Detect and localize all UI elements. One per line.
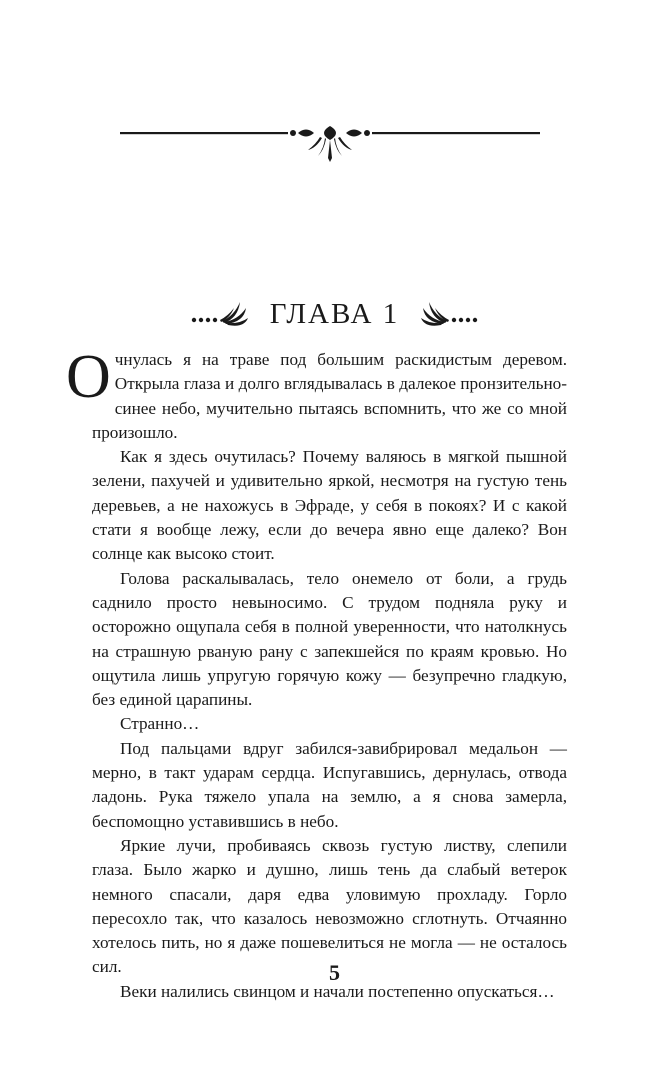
chapter-text [66,343,567,1004]
chapter-heading [0,290,669,338]
right-flourish-icon [419,294,479,334]
paragraph: Под пальцами вдруг забился-завибрировал медальон — мерно, в такт ударам сердца. Испугавшись, дернулась, отвода ладонь. Рука тяжело упала на землю, а я снова замерла, беспомощно уставившись в небо. [92,738,567,831]
paragraph: Странно… [120,714,200,734]
paragraph: Как я здесь очутилась? Почему валяюсь в мягкой пышной зелени, пахучей и удивительно яркой, несмотря на густую тень деревьев, а не нахожусь в Эфраде, у себя в покоях? И с какой стати я вообще лежу, если до вечера явно еще далеко? Вон солнце как высоко стоит. [92,447,567,564]
chapter-title: ГЛАВА 1 [269,298,400,330]
paragraph: Голова раскалывалась, тело онемело от боли, а грудь саднило просто невыносимо. С трудом подняла руку и осторожно ощупала себя в полной уверенности, что натолкнусь на страшную рваную рану с запекшейся по краям кровью. Но ощутила лишь упругую горячую кожу — безупречно гладкую, без единой царапины. [92,568,567,710]
paragraph: Веки налились свинцом и начали постепенно опускаться… [120,981,555,1001]
paragraph: Яркие лучи, пробиваясь сквозь густую листву, слепили глаза. Было жарко и душно, лишь тень да слабый ветерок немного спасали, даря едва уловимую прохладу. Горло пересохло так, что казалось невозможно сглотнуть. Отчаянно хотелось пить, но я даже пошевелиться не могла — не осталось сил. [92,835,567,977]
top-ornament [120,108,540,168]
paragraph-text: чнулась я на траве под большим раскидистым деревом. Открыла глаза и долго вглядывалась в далекое пронзительно-синее небо, мучительно пытаясь вспомнить, что же со мной произошло. [92,350,567,442]
page-number: 5 [329,960,340,985]
left-flourish-icon [190,294,250,334]
paragraph [66,343,567,445]
drop-cap: О [66,343,111,411]
